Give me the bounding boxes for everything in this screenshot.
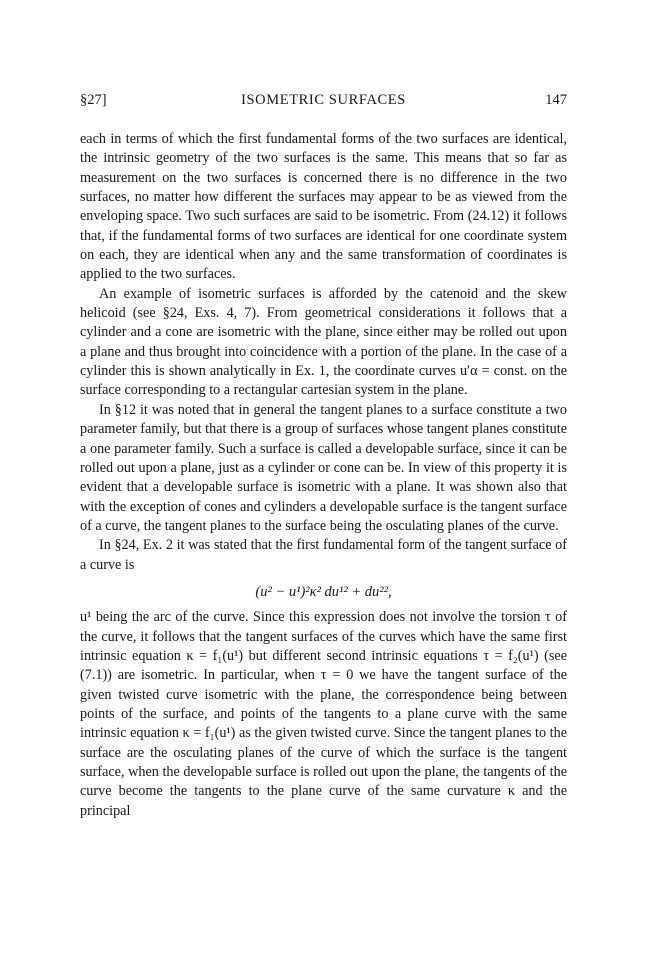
running-title: ISOMETRIC SURFACES <box>241 92 406 108</box>
page-body <box>80 130 567 821</box>
page-number: 147 <box>545 92 567 108</box>
book-page <box>80 92 567 821</box>
paragraph-5: u¹ being the arc of the curve. Since this expression does not involve the torsion τ of the curve, it follows that the tangent surfaces of the curves which have the same first intrinsic equation κ = f₁(u¹) but different second intrinsic equations τ = f₂(u¹) (see (7.1)) are isometric. In particular, when τ = 0 we have the tangent surface of the given twisted curve isometric with the plane, the correspondence being between points of the surface, and points of the tangents to a plane curve with the same intrinsic equation κ = f₁(u¹) as the given twisted curve. Since the tangent planes to the surface are the osculating planes of the curve of which the surface is the tangent surface, when the developable surface is rolled out upon the plane, the tangents of the curve become the tangents to the plane curve of the same curvature κ and the principal <box>80 609 567 819</box>
paragraph-2: An example of isometric surfaces is afforded by the catenoid and the skew helicoid (see §24, Exs. 4, 7). From geometrical considerations it follows that a cylinder and a cone are isometric with the plane, since either may be rolled out upon a plane and thus brought into coincidence with a portion of the plane. In the case of a cylinder this is shown analytically in Ex. 1, the coordinate curves u′α = const. on the surface corresponding to a rectangular cartesian system in the plane. <box>80 285 567 399</box>
paragraph-1: each in terms of which the first fundamental forms of the two surfaces are identical, the intrinsic geometry of the two surfaces is the same. This means that so far as measurement on the two surfaces is concerned there is no difference in the two surfaces, no matter how different the surfaces may appear to be as viewed from the enveloping space. Two such surfaces are said to be isometric. From (24.12) it follows that, if the fundamental forms of two surfaces are identical for one coordinate system on each, they are identical when any and the same transformation of coordinates is applied to the two surfaces. <box>80 131 567 283</box>
paragraph-4: In §24, Ex. 2 it was stated that the first fundamental form of the tangent surface of a curve is <box>80 537 567 573</box>
paragraph-3: In §12 it was noted that in general the tangent planes to a surface constitute a two parameter family, but that there is a group of surfaces whose tangent planes constitute a one parameter family. Such a surface is called a developable surface, since it can be rolled out upon a plane, just as a cylinder or cone can be. In view of this property it is evident that a developable surface is isometric with a plane. It was shown also that with the exception of cones and cylinders a developable surface is the tangent surface of a curve, the tangent planes to the surface being the osculating planes of the curve. <box>80 401 567 534</box>
section-ref: §27] <box>80 92 107 108</box>
running-header <box>80 92 567 116</box>
display-formula: (u² − u¹)²κ² du¹² + du²², <box>255 583 392 600</box>
